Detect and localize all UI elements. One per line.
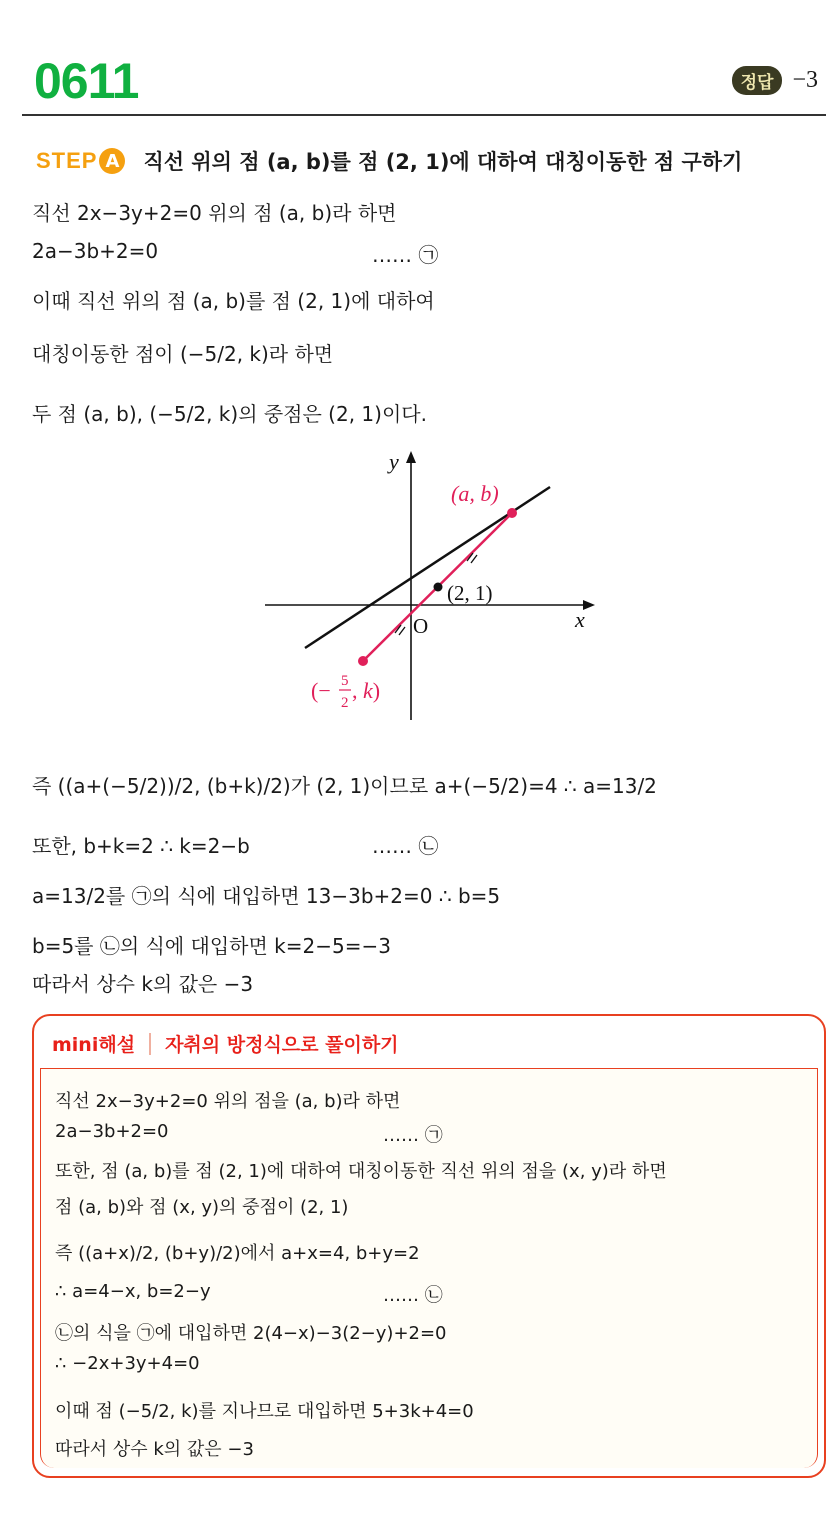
svg-text:5: 5 [341, 673, 349, 689]
answer-value: −3 [792, 67, 818, 93]
step-title: 직선 위의 점 (a, b)를 점 (2, 1)에 대하여 대칭이동한 점 구하기 [143, 150, 743, 174]
mini-line: 점 (a, b)와 점 (x, y)의 중점이 (2, 1) [55, 1197, 349, 1218]
mini-line: 따라서 상수 k의 값은 −3 [55, 1439, 254, 1460]
equation-marker: …… ㉡ [383, 1285, 443, 1306]
solution-line: 즉 ((a+(−5/2))/2, (b+k)/2)가 (2, 1)이므로 a+(−5/2)=4 ∴ a=13/2 [32, 774, 657, 798]
point-ab [507, 508, 517, 518]
mini-line: 즉 ((a+x)/2, (b+y)/2)에서 a+x=4, b+y=2 [55, 1243, 420, 1264]
mini-separator [149, 1033, 151, 1055]
equation-marker: …… ㉠ [383, 1125, 443, 1146]
point-reflected [358, 656, 368, 666]
solution-line: b=5를 ㉡의 식에 대입하면 k=2−5=−3 [32, 934, 391, 958]
solution-line: 이때 직선 위의 점 (a, b)를 점 (2, 1)에 대하여 [32, 289, 435, 313]
y-axis-arrow-icon [406, 451, 416, 463]
solution-line: 두 점 (a, b), (−5/2, k)의 중점은 (2, 1)이다. [32, 402, 427, 426]
solution-line: 또한, b+k=2 ∴ k=2−b [32, 834, 250, 858]
mini-line: ∴ −2x+3y+4=0 [55, 1353, 200, 1374]
step-header [36, 146, 742, 176]
svg-text:2: 2 [341, 695, 349, 711]
step-letter-icon: A [99, 148, 125, 174]
mini-line: 또한, 점 (a, b)를 점 (2, 1)에 대하여 대칭이동한 직선 위의 점을 (x, y)라 하면 [55, 1161, 667, 1182]
equation-marker: …… ㉡ [372, 834, 439, 858]
mini-line: ∴ a=4−x, b=2−y [55, 1281, 211, 1302]
step-word: STEP [36, 148, 98, 173]
svg-text:(a, b): (a, b) [451, 481, 499, 506]
mini-explanation-box [32, 1014, 826, 1478]
coordinate-graph [255, 445, 605, 725]
mini-label: mini해설 [52, 1034, 136, 1056]
svg-text:, k): , k) [352, 678, 381, 703]
x-axis-arrow-icon [583, 600, 595, 610]
solution-line: 2a−3b+2=0 [32, 239, 159, 263]
solution-line: 따라서 상수 k의 값은 −3 [32, 972, 254, 996]
divider [22, 114, 826, 116]
problem-number: 0611 [34, 53, 139, 109]
svg-text:x: x [575, 607, 585, 632]
solution-line: 대칭이동한 점이 (−5/2, k)라 하면 [32, 342, 334, 366]
svg-text:O: O [413, 614, 429, 638]
mini-line: 직선 2x−3y+2=0 위의 점을 (a, b)라 하면 [55, 1091, 401, 1112]
solution-line: 직선 2x−3y+2=0 위의 점 (a, b)라 하면 [32, 201, 397, 225]
mini-line: 2a−3b+2=0 [55, 1121, 169, 1142]
svg-text:y: y [389, 449, 399, 474]
point-midpoint [434, 583, 443, 592]
svg-text:(2, 1): (2, 1) [447, 581, 493, 605]
mini-line: ㉡의 식을 ㉠에 대입하면 2(4−x)−3(2−y)+2=0 [55, 1323, 447, 1344]
mini-title: 자취의 방정식으로 풀이하기 [165, 1034, 399, 1056]
mini-body [40, 1068, 818, 1468]
svg-text:(−: (− [311, 678, 331, 703]
solution-line: a=13/2를 ㉠의 식에 대입하면 13−3b+2=0 ∴ b=5 [32, 884, 501, 908]
answer [732, 66, 818, 95]
answer-badge: 정답 [732, 66, 783, 95]
equation-marker: …… ㉠ [372, 243, 439, 267]
mini-line: 이때 점 (−5/2, k)를 지나므로 대입하면 5+3k+4=0 [55, 1401, 474, 1422]
mini-header [52, 1030, 399, 1057]
